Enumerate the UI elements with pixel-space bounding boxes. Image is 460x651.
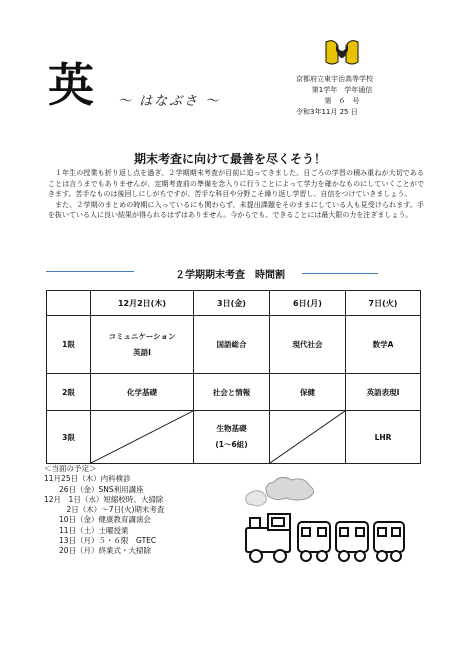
issue-info [296,74,388,118]
subject-cell [194,411,270,464]
subject-line: (1～6組) [215,440,248,449]
schedule-item: 11月25日（木）内科検診 [44,474,131,484]
table-header-row [47,291,421,316]
schedule-item: 13日（月）５・６限 GTEC [44,536,157,546]
newsletter-title: 英 [48,58,94,112]
subject-cell: 化学基礎 [91,374,194,411]
upcoming-schedule [44,464,164,557]
period-label: 3限 [47,411,91,464]
diagonal-slash [270,411,345,463]
subject-cell: 現代社会 [270,316,346,374]
empty-cell [91,411,194,464]
subject-cell: 英語表現Ⅰ [346,374,421,411]
subject-line: 英語Ⅰ [133,347,151,357]
article-body [48,168,424,221]
subject-line: 生物基礎 [216,424,247,433]
exam-timetable [46,290,421,464]
issue-date: 令和3年11月 25 日 [296,108,358,116]
schedule-heading: ＜当面の予定＞ [44,464,97,473]
subject-cell: LHR [346,411,421,464]
issue-number: 第 ６ 号 [324,97,360,105]
subject-cell: 保健 [270,374,346,411]
period-label: 2限 [47,374,91,411]
train-illustration [238,474,408,574]
day-header: 12月2日(木) [91,291,194,316]
schedule-item: 2日（木）～7日(火)期末考査 [44,505,165,515]
paragraph: また、２学期のまとめの時期に入っているにも関わらず、未提出課題をそのままにしている人も見受けられます。手を抜いている人に良い結果が得られるはずはありません。今からでも、できることには最大限の力を注ぎましょう。 [48,200,424,219]
day-header: 3日(金) [194,291,270,316]
subject-cell: 国語総合 [194,316,270,374]
school-name: 京都府立東宇治高等学校 [296,75,373,83]
subject-cell [91,316,194,374]
day-header: 7日(火) [346,291,421,316]
schedule-item: 12月 1日（水）短縮校時、大掃除 [44,494,164,504]
newsletter-subtitle: ～ はなぶさ ～ [118,94,221,109]
schedule-item: 11日（土）土曜授業 [44,525,129,535]
timetable-title: ２学期期末考査 時間割 [175,270,285,281]
schedule-item: 10日（金）健康教育講演会 [44,515,152,525]
day-header: 6日(月) [270,291,346,316]
period-label: 1限 [47,316,91,374]
school-logo [322,36,362,70]
schedule-item: 26日（金）SNS利用講座 [44,484,144,494]
article-headline: 期末考査に向けて最善を尽くそう！ [133,152,326,166]
table-row [47,374,421,411]
newsletter-name: 第1学年 学年通信 [311,86,373,94]
corner-cell [47,291,91,316]
subject-cell: 数学A [346,316,421,374]
schedule-item: 20日（月）終業式・大掃除 [44,546,152,556]
divider-right [302,273,378,274]
paragraph: １年生の授業も折り返し点を過ぎ、２学期期末考査が目前に迫ってきました。日ごろの学習の積み重ねが大切であることは言うまでもありませんが、定期考査前の準備を念入りに行うことによって学力を確かなものにしていくことができます。苦手なものは後回しにしがちですが、苦手な科目や分野こそ繰り返し学習し、自信をつけていきましょう。 [48,169,424,198]
diagonal-slash [91,411,193,463]
table-row [47,411,421,464]
subject-line: コミュニケーション [108,331,176,341]
table-row [47,316,421,374]
empty-cell [270,411,346,464]
subject-cell: 社会と情報 [194,374,270,411]
